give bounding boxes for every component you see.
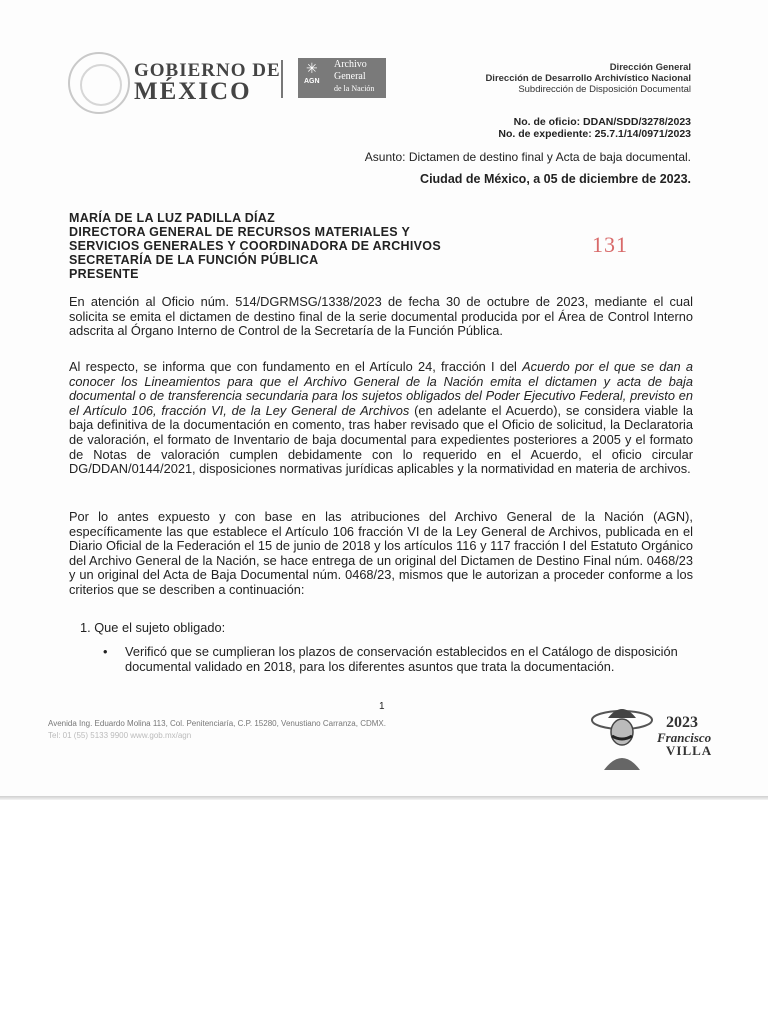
page-number: 1	[379, 701, 385, 712]
agn-logo-line2: General	[334, 71, 366, 82]
footer-contact: Tel: 01 (55) 5133 9900 www.gob.mx/agn	[48, 731, 192, 740]
paragraph-2-intro: Al respecto, se informa que con fundamento en el Artículo 24, fracción I del	[69, 359, 523, 374]
subdireccion: Subdirección de Disposición Documental	[518, 84, 691, 95]
mexico-text: MÉXICO	[134, 78, 252, 105]
paragraph-2-rest: (en adelante el Acuerdo), se considera viable la baja definitiva de la documentación en comento, tras haber revisado que el Oficio de solicitud, la Declaratoria de valoración, el formato de Inventario de baja documental para expedientes posteriores a 2005 y el formato de Notas de valoración cumplen debidamente con lo requerido en el Acuerdo, el oficio circular DG/DDAN/0144/2021, disposiciones normativas jurídicas aplicables y la normatividad en materia de archivos.	[69, 402, 694, 477]
direccion-general: Dirección General	[609, 62, 691, 73]
francisco-text: Francisco	[657, 730, 712, 745]
paragraph-2-acuerdo-title: Acuerdo por el que se dan a conocer los Lineamientos para que el Archivo General de la Nación emita el dictamen y acta de baja documental o de transferencia secundaria para los sujetos obligados del Poder Ejecutivo Federal, previsto en el Artículo 106, fracción VI, de la Ley General de Archivos	[69, 359, 693, 418]
paragraph-2	[69, 360, 693, 477]
recipient-name: MARÍA DE LA LUZ PADILLA DÍAZ	[69, 211, 276, 225]
recipient-title-1: DIRECTORA GENERAL DE RECURSOS MATERIALES Y	[69, 225, 411, 239]
bullet-dot-icon: •	[103, 644, 108, 659]
paragraph-1: En atención al Oficio núm. 514/DGRMSG/1338/2023 de fecha 30 de octubre de 2023, mediante el cual solicita se emita el dictamen de destino final de la serie documental producida por el Área de Control Interno adscrita al Órgano Interno de Control de la Secretaría de la Función Pública.	[69, 294, 693, 339]
direccion-desarrollo: Dirección de Desarrollo Archivístico Nacional	[485, 73, 691, 84]
recipient-institution: SECRETARÍA DE LA FUNCIÓN PÚBLICA	[69, 253, 319, 267]
agn-logo-line1: Archivo	[334, 59, 367, 70]
list-item-1: 1. Que el sujeto obligado:	[80, 620, 226, 635]
villa-text: VILLA	[666, 743, 713, 758]
agn-logo-line3: de la Nación	[334, 84, 375, 93]
fecha-lugar: Ciudad de México, a 05 de diciembre de 2023.	[420, 172, 691, 186]
header-divider	[281, 60, 283, 98]
paragraph-3: Por lo antes expuesto y con base en las atribuciones del Archivo General de la Nación (AGN), específicamente las que establece el Artículo 106 fracción VI de la Ley General de Archivos, publicada en el Diario Oficial de la Federación el 15 de junio de 2018 y los artículos 116 y 117 fracción I del Estatuto Orgánico del Archivo General de la Nación, se hace entrega de un original del Dictamen de Destino Final núm. 0468/23 y un original del Acta de Baja Documental núm. 0468/23, mismos que le autorizan a proceder conforme a los criterios que se describen a continuación:	[69, 509, 693, 597]
footer-address-block	[48, 718, 478, 742]
recipient-presente: PRESENTE	[69, 267, 139, 281]
page-edge-shadow	[0, 796, 768, 800]
year-2023: 2023	[666, 714, 698, 731]
footer-address: Avenida Ing. Eduardo Molina 113, Col. Penitenciaría, C.P. 15280, Venustiano Carranza, CDMX.	[48, 719, 386, 728]
handwritten-number-stamp: 131	[592, 232, 628, 257]
agn-star-icon: ✳	[306, 60, 318, 76]
numero-oficio: No. de oficio: DDAN/SDD/3278/2023	[513, 116, 691, 128]
asunto: Asunto: Dictamen de destino final y Acta de baja documental.	[364, 150, 691, 164]
mexico-seal-icon	[68, 52, 130, 114]
gobierno-de-text: GOBIERNO DE	[134, 60, 281, 81]
recipient-title-2: SERVICIOS GENERALES Y COORDINADORA DE ARCHIVOS	[69, 239, 441, 253]
bullet-text: Verificó que se cumplieran los plazos de conservación establecidos en el Catálogo de disposición documental validado en 2018, para los diferentes asuntos que trata la documentación.	[125, 644, 678, 674]
agn-abbr: AGN	[304, 78, 320, 85]
bullet-item	[103, 645, 693, 674]
numero-expediente: No. de expediente: 25.7.1/14/0971/2023	[498, 128, 691, 140]
